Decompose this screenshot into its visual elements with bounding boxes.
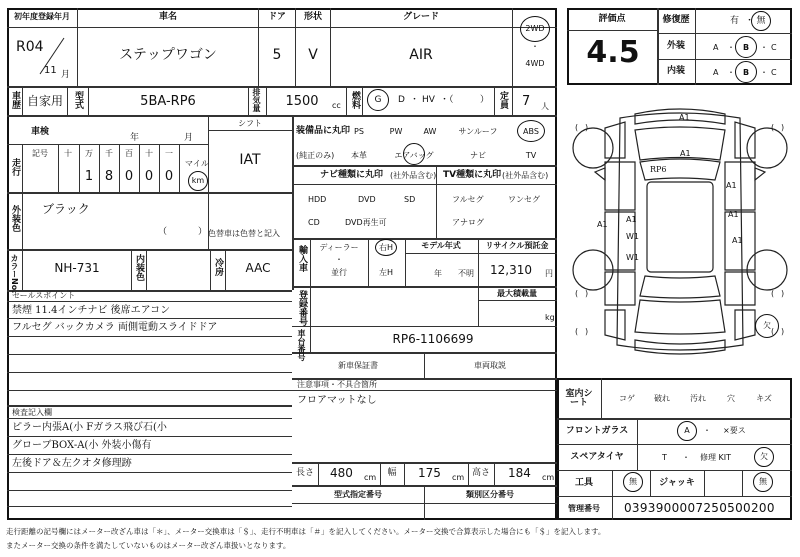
import-left-h: 左H bbox=[378, 268, 394, 277]
fuel-label: 燃料 bbox=[350, 91, 360, 109]
mileage-digit: 8 bbox=[104, 169, 114, 184]
spare-dot: ・ bbox=[682, 453, 690, 462]
exterior-grade-label: 外装 bbox=[666, 41, 686, 51]
nav-dvd-play: DVD再生可 bbox=[345, 218, 387, 227]
spare-label: スペアタイヤ bbox=[570, 452, 624, 462]
interior-grade-label: 内装 bbox=[666, 66, 686, 76]
displacement-label: 排気量 bbox=[252, 88, 261, 112]
exterior-label: 外装色 bbox=[10, 205, 20, 232]
import-right-h: 右H bbox=[378, 243, 394, 252]
nav-label: ナビ種類に丸印 bbox=[320, 170, 384, 180]
seat-hole: 穴 bbox=[727, 394, 735, 403]
length-value: 480 bbox=[330, 466, 353, 480]
spare-kit: 修理 KIT bbox=[700, 453, 732, 462]
equip-airbag: エアバッグ bbox=[394, 151, 434, 160]
interior-color-label: 内装色 bbox=[134, 254, 144, 281]
score-label: 評価点 bbox=[598, 14, 626, 24]
shape-label: 形状 bbox=[303, 12, 323, 22]
length-cm: cm bbox=[364, 473, 377, 482]
capacity-value: 7 bbox=[522, 94, 531, 109]
grade-label: グレード bbox=[402, 12, 440, 22]
damage-mark: A1 bbox=[679, 113, 690, 122]
sales-point-line: フルセグ バックカメラ 両側電動スライドドア bbox=[12, 322, 218, 333]
recycle-label: リサイクル預託金 bbox=[485, 241, 549, 250]
import-label: 輸入車 bbox=[297, 245, 307, 272]
model-year-unit: 年 bbox=[434, 269, 442, 278]
color-no-value: NH-731 bbox=[54, 261, 100, 275]
shape-value: V bbox=[308, 47, 318, 63]
mgmt-number: 0393900007250500200 bbox=[624, 501, 775, 515]
class-number-label: 類別区分番号 bbox=[466, 490, 514, 499]
capacity-label: 定員 bbox=[498, 91, 508, 109]
month-unit: 月 bbox=[61, 70, 71, 80]
damage-mark: W1 bbox=[626, 253, 639, 262]
spare-none: 欠 bbox=[760, 452, 768, 461]
model-year-label: モデル年式 bbox=[421, 241, 461, 250]
svg-text:(: ( bbox=[771, 123, 775, 132]
repair-yes: 有 bbox=[730, 16, 740, 26]
jack-label: ジャッキ bbox=[659, 478, 695, 488]
drive-4wd: 4WD bbox=[525, 59, 545, 68]
damage-mark: A1 bbox=[726, 181, 737, 190]
equip-leather: 本革 bbox=[351, 151, 367, 160]
new-warranty: 新車保証書 bbox=[338, 361, 378, 370]
damage-mark: A1 bbox=[597, 220, 608, 229]
equipment-label: 装備品に丸印 bbox=[296, 126, 351, 136]
tv-label-sub: (社外品含む) bbox=[502, 171, 549, 180]
color-no-label: カラーNo. bbox=[10, 254, 19, 294]
equip-tv: TV bbox=[525, 151, 537, 160]
svg-text:): ) bbox=[585, 123, 589, 132]
svg-text:(: ( bbox=[771, 327, 775, 336]
mileage-sign-label: 記号 bbox=[32, 149, 48, 158]
mileage-label: 走行 bbox=[10, 158, 20, 176]
mileage-unit-man: 万 bbox=[85, 149, 93, 158]
exterior-note-close: ） bbox=[198, 227, 208, 237]
mileage-digit: 0 bbox=[144, 169, 154, 184]
equip-ps: PS bbox=[354, 127, 364, 136]
ext-grade-dot: ・ bbox=[760, 43, 768, 52]
fuel-hv: HV bbox=[422, 95, 435, 105]
mileage-digit: 1 bbox=[84, 169, 94, 184]
repair-label: 修復歴 bbox=[662, 15, 690, 25]
width-cm: cm bbox=[452, 473, 465, 482]
height-label: 高さ bbox=[471, 468, 491, 478]
tv-fullseg: フルセグ bbox=[452, 195, 484, 204]
first-reg-era: R04 bbox=[16, 39, 44, 55]
door-value: 5 bbox=[272, 47, 282, 63]
mileage-digit: 0 bbox=[124, 169, 134, 184]
shift-label: シフト bbox=[238, 119, 262, 128]
nav-cd: CD bbox=[308, 218, 320, 227]
equip-aw: AW bbox=[423, 127, 437, 136]
shift-value: IAT bbox=[239, 152, 261, 168]
nav-hdd: HDD bbox=[308, 195, 327, 204]
equip-navi: ナビ bbox=[470, 151, 486, 160]
tv-oneseg: ワンセグ bbox=[508, 195, 540, 204]
height-cm: cm bbox=[542, 473, 555, 482]
seat-burn: コゲ bbox=[619, 394, 635, 403]
mgmt-label: 管理番号 bbox=[568, 504, 600, 513]
glass-dot: ・ bbox=[703, 426, 711, 435]
type-designation-label: 型式指定番号 bbox=[334, 490, 382, 499]
inspector-label: 検査記入欄 bbox=[12, 408, 52, 417]
spare-t: T bbox=[662, 453, 667, 462]
model-year-unknown: 不明 bbox=[458, 269, 474, 278]
inspector-line: ピラー内張A(小 Fガラス飛び石(小 bbox=[12, 422, 167, 433]
repair-dot: ・ bbox=[745, 16, 755, 26]
svg-text:): ) bbox=[585, 289, 589, 298]
seat-label: 室内シート bbox=[565, 389, 593, 408]
svg-text:): ) bbox=[781, 289, 785, 298]
import-dealer: ディーラー bbox=[319, 243, 359, 252]
kg-unit: kg bbox=[545, 313, 555, 322]
glass-a: A bbox=[684, 426, 690, 435]
svg-text:): ) bbox=[781, 327, 785, 336]
first-reg-month: 11 bbox=[44, 65, 57, 76]
sales-points-label: セールスポイント bbox=[12, 291, 76, 300]
jack-value: 無 bbox=[759, 477, 767, 486]
usage-value: 自家用 bbox=[26, 94, 64, 108]
svg-text:(: ( bbox=[575, 327, 579, 336]
fuel-close: ） bbox=[480, 95, 490, 105]
length-label: 長さ bbox=[295, 468, 315, 478]
glass-x: ×要ス bbox=[723, 426, 746, 435]
damage-mark: A1 bbox=[626, 215, 637, 224]
damage-mark: A1 bbox=[732, 236, 743, 245]
width-label: 幅 bbox=[387, 468, 397, 478]
inspection-label: 車検 bbox=[30, 127, 50, 137]
nav-label-sub: (社外品含む) bbox=[390, 171, 437, 180]
grade-value: AIR bbox=[409, 47, 433, 63]
fuel-g: G bbox=[374, 95, 382, 105]
person-unit: 人 bbox=[541, 102, 549, 111]
ext-grade-a: A bbox=[713, 43, 719, 52]
repair-no: 無 bbox=[756, 16, 766, 26]
mileage-unit-hyaku: 百 bbox=[125, 149, 133, 158]
mileage-unit-ichi: 一 bbox=[165, 149, 173, 158]
tools-value: 無 bbox=[629, 477, 637, 486]
usage-label: 車歴 bbox=[10, 91, 20, 109]
first-reg-label: 初年度登録年月 bbox=[14, 12, 70, 21]
yen-unit: 円 bbox=[545, 269, 553, 278]
height-value: 184 bbox=[508, 466, 531, 480]
equip-abs: ABS bbox=[523, 127, 539, 136]
footer-note-2: またメーター交換の条件を満たしていないものはメーター改ざん車扱いとなります。 bbox=[6, 541, 291, 550]
model-label: 型式 bbox=[73, 91, 83, 109]
seat-scratch: キズ bbox=[756, 394, 772, 403]
int-grade-a: A bbox=[713, 68, 719, 77]
equipment-label-sub: (純正のみ) bbox=[296, 151, 335, 160]
cc-unit: cc bbox=[332, 101, 341, 110]
import-parallel: 並行 bbox=[331, 268, 347, 277]
ac-label: 冷房 bbox=[213, 258, 223, 276]
nav-sd: SD bbox=[404, 195, 416, 204]
mileage-mile-label: マイル bbox=[185, 159, 209, 168]
fuel-other: ・（ bbox=[440, 95, 454, 105]
equip-sunroof: サンルーフ bbox=[458, 127, 498, 136]
int-grade-dot: ・ bbox=[760, 68, 768, 77]
exterior-note-open: （ bbox=[158, 227, 168, 237]
nav-dvd: DVD bbox=[358, 195, 376, 204]
mileage-unit-sen: 千 bbox=[105, 149, 113, 158]
chassis-value: RP6-1106699 bbox=[392, 332, 474, 346]
damage-mark: 欠 bbox=[763, 321, 771, 330]
tv-analog: アナログ bbox=[452, 218, 484, 227]
score-value: 4.5 bbox=[586, 35, 640, 70]
mileage-unit-10man: 十 bbox=[64, 149, 72, 158]
fuel-d: D bbox=[398, 95, 405, 105]
svg-text:): ) bbox=[781, 123, 785, 132]
glass-label: フロントガラス bbox=[565, 426, 629, 436]
damage-mark: A1 bbox=[680, 149, 691, 158]
tools-label: 工具 bbox=[574, 478, 594, 488]
max-load-label: 最大積載量 bbox=[497, 289, 537, 298]
displacement-value: 1500 bbox=[285, 94, 319, 109]
notes-value: フロアマットなし bbox=[297, 395, 377, 406]
import-dot: ・ bbox=[335, 255, 343, 264]
manual: 車両取説 bbox=[474, 361, 506, 370]
inspector-line: 左後ドア＆左クオタ修理跡 bbox=[12, 458, 132, 469]
ac-value: AAC bbox=[245, 261, 271, 275]
tv-label: TV種類に丸印 bbox=[443, 170, 502, 180]
seat-tear: 破れ bbox=[654, 394, 670, 403]
ext-grade-c: C bbox=[771, 43, 777, 52]
equip-pw: PW bbox=[389, 127, 403, 136]
drive-dot: ・ bbox=[531, 42, 539, 51]
svg-text:(: ( bbox=[771, 289, 775, 298]
footer-note-1: 走行距離の記号欄にはメーター改ざん車は「＊」、メーター交換車は「＄」、走行不明車は「＃」を記入してください。メーター交換で合算表示した場合にも「＄」を記入します。 bbox=[6, 527, 606, 536]
int-grade-b: B bbox=[742, 68, 750, 77]
recycle-value: 12,310 bbox=[490, 263, 532, 277]
car-name-label: 車名 bbox=[158, 12, 178, 22]
damage-mark: W1 bbox=[626, 232, 639, 241]
int-grade-dot: ・ bbox=[727, 68, 735, 77]
ext-grade-b: B bbox=[742, 43, 750, 52]
exterior-color: ブラック bbox=[42, 202, 90, 216]
model-mark: RP6 bbox=[650, 165, 667, 174]
mileage-digit: 0 bbox=[164, 169, 174, 184]
chassis-label: 車台番号 bbox=[297, 329, 306, 361]
drive-2wd: 2WD bbox=[525, 24, 545, 33]
notes-label: 注意事項・不具合箇所 bbox=[297, 380, 377, 389]
reg-no-label: 登録番号 bbox=[297, 290, 307, 326]
damage-mark: A1 bbox=[728, 210, 739, 219]
mileage-km: km bbox=[191, 176, 205, 185]
mileage-unit-juu: 十 bbox=[145, 149, 153, 158]
inspector-line: グローブBOX-A(小 外装小傷有 bbox=[12, 440, 152, 451]
svg-text:): ) bbox=[585, 327, 589, 336]
svg-text:(: ( bbox=[575, 289, 579, 298]
int-grade-c: C bbox=[771, 68, 777, 77]
fuel-dot: ・ bbox=[410, 95, 420, 105]
ext-grade-dot: ・ bbox=[727, 43, 735, 52]
car-name-value: ステップワゴン bbox=[119, 47, 217, 63]
inspection-month-unit: 月 bbox=[184, 133, 194, 143]
inspection-year-unit: 年 bbox=[130, 133, 140, 143]
model-code: 5BA-RP6 bbox=[140, 94, 196, 109]
door-label: ドア bbox=[268, 12, 286, 22]
width-value: 175 bbox=[418, 466, 441, 480]
exterior-note: 色替車は色替と記入 bbox=[208, 229, 280, 238]
svg-text:(: ( bbox=[575, 123, 579, 132]
seat-stain: 汚れ bbox=[690, 394, 706, 403]
sales-point-line: 禁煙 11.4インチナビ 後席エアコン bbox=[12, 305, 171, 316]
